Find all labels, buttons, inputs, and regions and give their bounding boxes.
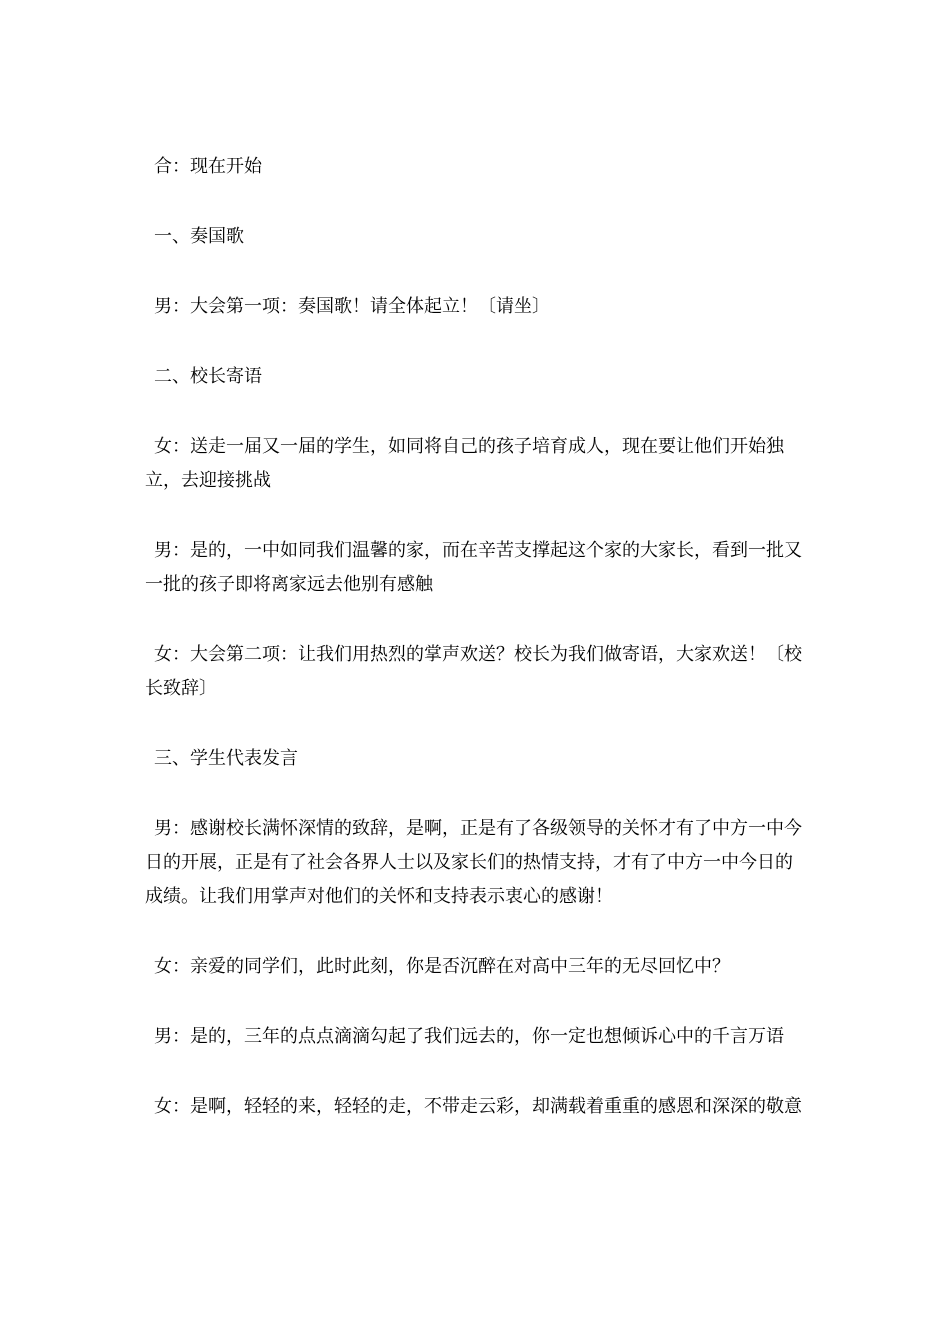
dialogue-line: 女：送走一届又一届的学生，如同将自己的孩子培育成人，现在要让他们开始独立，去迎接挑战 <box>145 436 784 491</box>
section-heading-principal: 二、校长寄语 <box>154 366 262 387</box>
dialogue-line: 女：是啊，轻轻的来，轻轻的走，不带走云彩，却满载着重重的感恩和深深的敬意 <box>154 1096 802 1117</box>
dialogue-line: 男：是的，三年的点点滴滴勾起了我们远去的，你一定也想倾诉心中的千言万语 <box>154 1026 784 1047</box>
opening-line: 合：现在开始 <box>154 156 262 177</box>
document-body <box>145 150 810 1160</box>
section-heading-student-speech: 三、学生代表发言 <box>154 748 298 769</box>
dialogue-line: 男：感谢校长满怀深情的致辞，是啊，正是有了各级领导的关怀才有了中方一中今日的开展，正是有了社会各界人士以及家长们的热情支持，才有了中方一中今日的成绩。让我们用掌声对他们的关怀和支持表示衷心的感谢！ <box>145 818 802 907</box>
dialogue-line: 女：亲爱的同学们，此时此刻，你是否沉醉在对高中三年的无尽回忆中？ <box>154 956 730 977</box>
dialogue-line: 男：大会第一项：奏国歌！请全体起立！〔请坐〕 <box>154 296 550 317</box>
dialogue-line: 女：大会第二项：让我们用热烈的掌声欢送？校长为我们做寄语，大家欢送！〔校长致辞〕 <box>145 644 802 699</box>
section-heading-anthem: 一、奏国歌 <box>154 226 244 247</box>
dialogue-line: 男：是的，一中如同我们温馨的家，而在辛苦支撑起这个家的大家长，看到一批又一批的孩子即将离家远去他别有感触 <box>145 540 802 595</box>
